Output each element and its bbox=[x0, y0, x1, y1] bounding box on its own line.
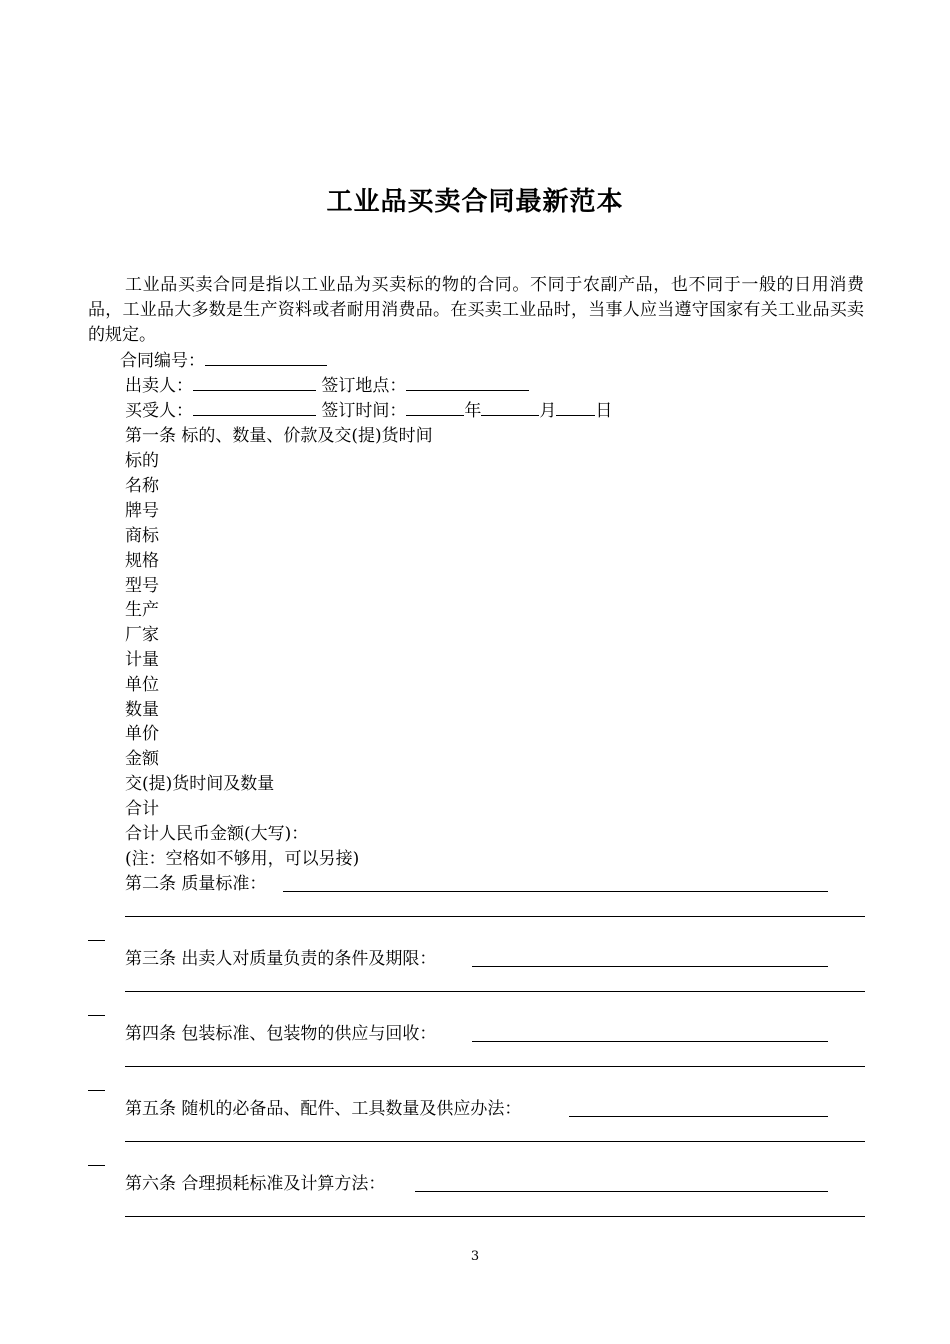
page-number: 3 bbox=[470, 1249, 480, 1264]
seller-line bbox=[125, 374, 529, 399]
month-blank bbox=[481, 399, 539, 416]
article-2-line bbox=[125, 872, 266, 897]
article-5-blank bbox=[569, 1116, 828, 1117]
table-item: 标的 bbox=[125, 451, 159, 471]
table-item: 数量 bbox=[125, 700, 159, 720]
article-4-line bbox=[125, 1022, 436, 1047]
article-1-title: 第一条 标的、数量、价款及交(提)货时间 bbox=[125, 426, 433, 446]
table-item: 合计 bbox=[125, 799, 159, 819]
article-3-blank bbox=[472, 966, 828, 967]
year-label: 年 bbox=[464, 401, 482, 421]
article-2-blank-line bbox=[125, 916, 865, 917]
article-2-blank bbox=[283, 891, 828, 892]
buyer-blank bbox=[193, 399, 316, 416]
document-title: 工业品买卖合同最新范本 bbox=[326, 187, 624, 217]
seller-label: 出卖人： bbox=[125, 376, 193, 396]
table-item: 交(提)货时间及数量 bbox=[125, 774, 275, 794]
table-item: 商标 bbox=[125, 526, 159, 546]
article-3-line bbox=[125, 947, 436, 972]
buyer-line bbox=[125, 399, 612, 424]
table-item: 规格 bbox=[125, 551, 159, 571]
continuation-dash bbox=[88, 1165, 105, 1166]
month-label: 月 bbox=[539, 401, 557, 421]
table-item: 单位 bbox=[125, 675, 159, 695]
contract-number-blank bbox=[205, 349, 327, 366]
article-3-blank-line bbox=[125, 991, 865, 992]
continuation-dash bbox=[88, 1090, 105, 1091]
article-6-label: 第六条 合理损耗标准及计算方法： bbox=[125, 1174, 386, 1194]
contract-number-label: 合同编号： bbox=[120, 351, 205, 371]
article-6-blank-line bbox=[125, 1216, 865, 1217]
contract-number-line bbox=[120, 349, 327, 374]
article-6-blank bbox=[415, 1191, 828, 1192]
table-item: 计量 bbox=[125, 650, 159, 670]
article-5-label: 第五条 随机的必备品、配件、工具数量及供应办法： bbox=[125, 1099, 522, 1119]
article-2-label: 第二条 质量标准： bbox=[125, 874, 267, 894]
article-6-line bbox=[125, 1172, 385, 1197]
table-item: 金额 bbox=[125, 749, 159, 769]
continuation-dash bbox=[88, 940, 105, 941]
table-item: 型号 bbox=[125, 576, 159, 596]
table-item: 生产 bbox=[125, 600, 159, 620]
seller-blank bbox=[193, 374, 316, 391]
continuation-dash bbox=[88, 1015, 105, 1016]
table-item: (注：空格如不够用，可以另接) bbox=[125, 849, 360, 869]
sign-time-label: 签订时间： bbox=[321, 401, 407, 421]
article-4-blank-line bbox=[125, 1066, 865, 1067]
buyer-label: 买受人： bbox=[125, 401, 193, 421]
sign-place-blank bbox=[406, 374, 529, 391]
article-4-label: 第四条 包装标准、包装物的供应与回收： bbox=[125, 1024, 437, 1044]
article-3-label: 第三条 出卖人对质量负责的条件及期限： bbox=[125, 949, 437, 969]
table-item: 牌号 bbox=[125, 501, 159, 521]
article-5-blank-line bbox=[125, 1141, 865, 1142]
day-label: 日 bbox=[595, 401, 613, 421]
day-blank bbox=[556, 399, 595, 416]
table-item: 名称 bbox=[125, 476, 159, 496]
article-4-blank bbox=[472, 1041, 828, 1042]
year-blank bbox=[406, 399, 464, 416]
table-item: 单价 bbox=[125, 724, 159, 744]
sign-place-label: 签订地点： bbox=[321, 376, 407, 396]
intro-paragraph: 工业品买卖合同是指以工业品为买卖标的物的合同。不同于农副产品，也不同于一般的日用消费品，工业品大多数是生产资料或者耐用消费品。在买卖工业品时，当事人应当遵守国家有关工业品买卖的规定。 bbox=[88, 275, 864, 345]
table-item: 厂家 bbox=[125, 625, 159, 645]
article-5-line bbox=[125, 1097, 521, 1122]
table-item: 合计人民币金额(大写)： bbox=[125, 824, 309, 844]
